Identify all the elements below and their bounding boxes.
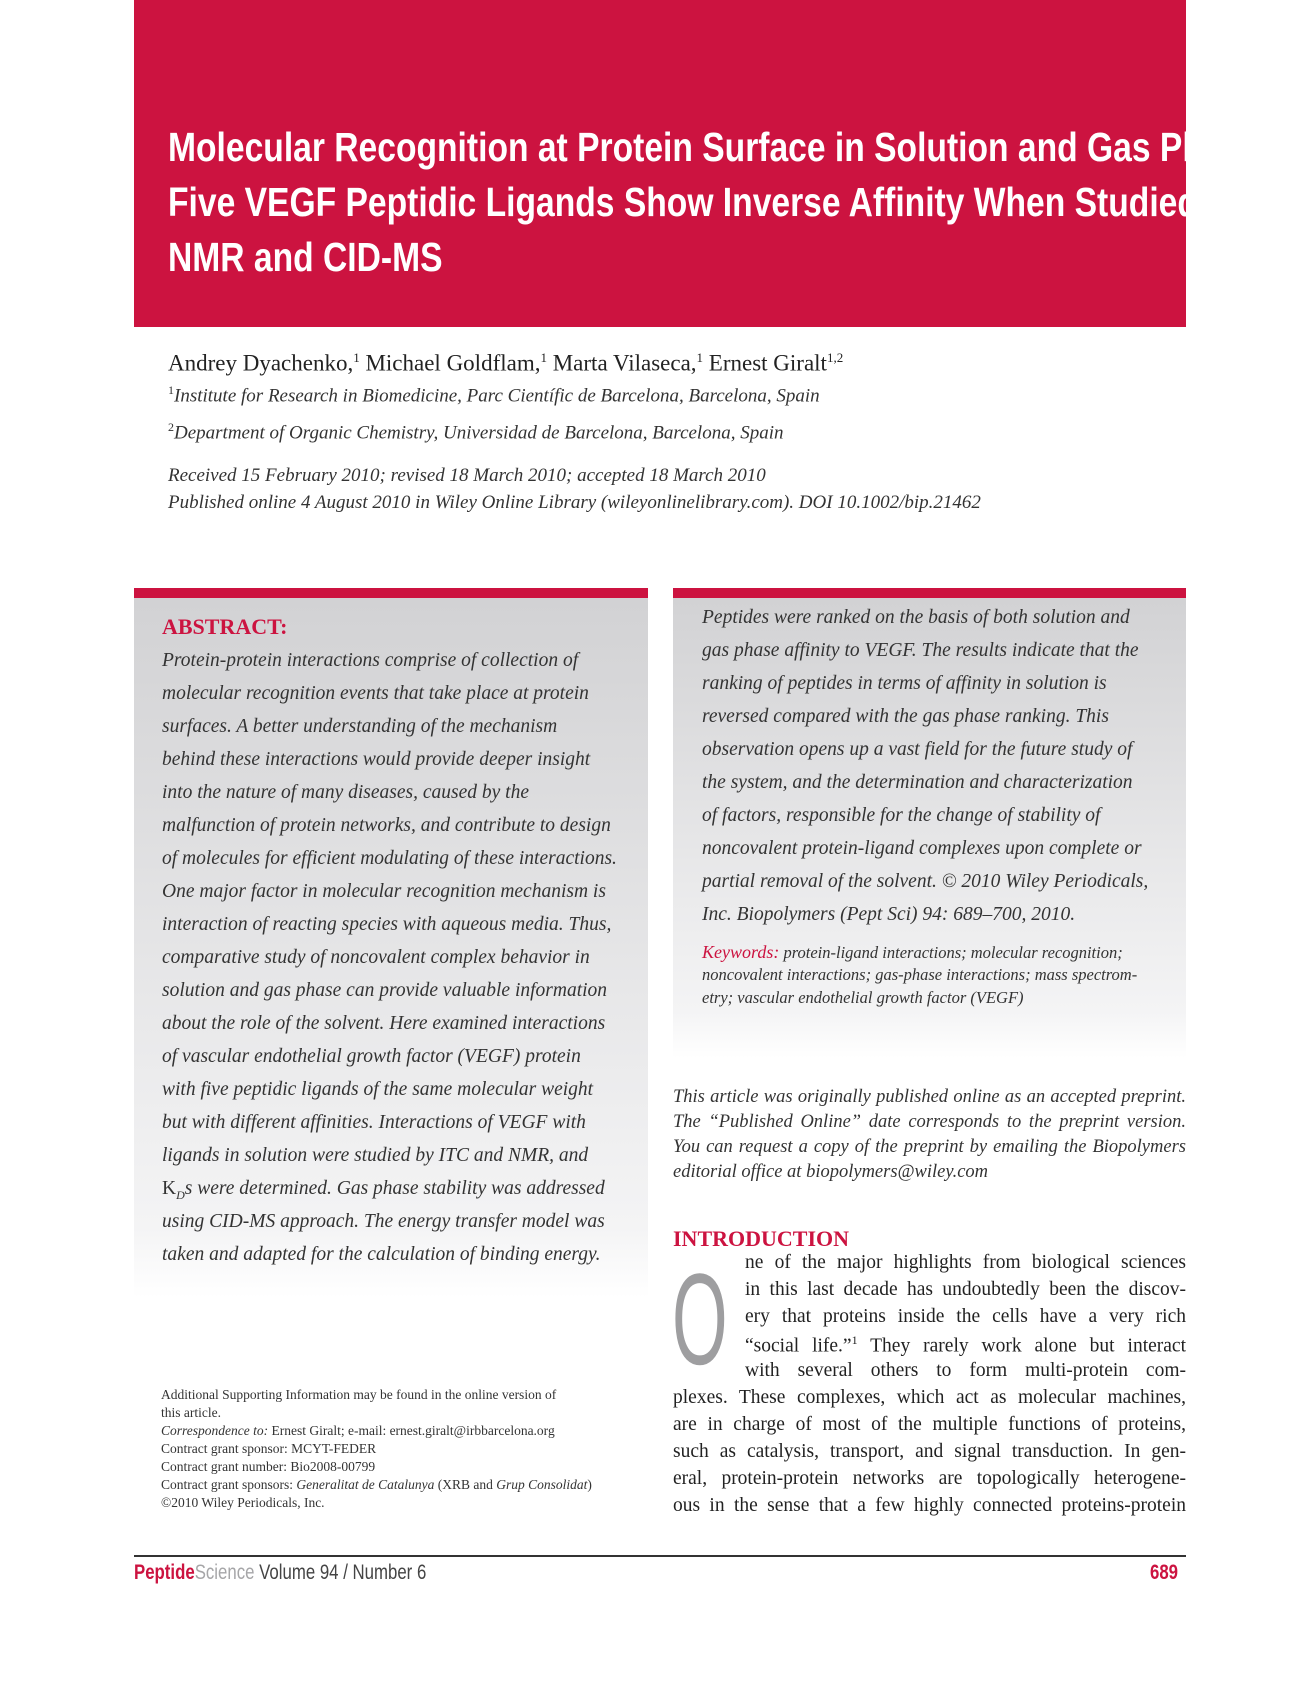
title-line: Five VEGF Peptidic Ligands Show Inverse Affinity When Studied by [168,179,1247,225]
affil-text: Institute for Research in Biomedicine, Parc Científic de Barcelona, Barcelona, Spain [174,385,820,407]
author-name: Marta Vilaseca, [546,350,697,376]
abstract-heading: ABSTRACT: [162,614,288,639]
abstract-line: ligands in solution were studied by ITC and NMR, and [162,1145,589,1166]
author-affil-sup: 1 [353,350,360,365]
abstract-line: noncovalent protein-ligand complexes upon complete or [702,838,1142,859]
volume-info: Volume 94 / Number 6 [254,1561,427,1584]
footnote-copyright: ©2010 Wiley Periodicals, Inc. [161,1495,325,1510]
author-affil-sup: 1 [696,350,704,365]
abstract-line: using CID-MS approach. The energy transfer model was [162,1211,605,1232]
abstract-line: solution and gas phase can provide valuable information [162,980,608,1001]
author-affil-sup: 1 [540,350,547,365]
sponsors-grup: Grup Consolidat [496,1477,588,1492]
introduction-heading: INTRODUCTION [673,1226,850,1251]
author-list [168,350,843,377]
abstract-line: of vascular endothelial growth factor (VEGF) protein [162,1046,581,1067]
abstract-line: observation opens up a vast field for the future study of [702,739,1133,760]
footnote-grant-number: Contract grant number: Bio2008-00799 [161,1459,376,1474]
keywords-line: noncovalent interactions; gas-phase interactions; mass spectrom- [702,965,1138,984]
abstract-line: Inc. Biopolymers (Pept Sci) 94: 689–700, 2010. [702,904,1076,925]
corr-text: Ernest Giralt; e-mail: ernest.giralt@irbbarcelona.org [268,1423,555,1438]
preprint-note: This article was originally published online as an accepted preprint. The “Published Online” date corresponds to the preprint version. You can request a copy of the preprint by emailing the Biopolymers editorial office at biopolymers@wiley.com [673,1087,1186,1182]
kd-subscript: D [176,1187,185,1202]
intro-line: in this last decade has undoubtedly been the discov- [745,1279,1186,1300]
abstract-line: partial removal of the solvent. © 2010 Wiley Periodicals, [702,871,1149,892]
journal-footer [134,1561,426,1585]
intro-line: plexes. These complexes, which act as molecular machines, [673,1387,1186,1408]
intro-text: They rarely work alone but interact [857,1335,1186,1357]
author-name: Ernest Giralt [703,350,827,376]
kd-symbol: K [162,1178,177,1199]
citation-sup: 1 [851,1333,858,1347]
sponsors-gen: Generalitat de Catalunya [296,1477,435,1492]
author-name: Andrey Dyachenko, [168,350,354,376]
intro-line [745,1333,1186,1358]
keywords-line: etry; vascular endothelial growth factor (VEGF) [702,988,1024,1007]
abstract-accent-bar [673,588,1186,598]
article-title [168,120,1271,285]
abstract-line: behind these interactions would provide deeper insight [162,749,591,770]
abstract-line: into the nature of many diseases, caused by the [162,782,529,803]
intro-text: “social life.” [745,1335,852,1357]
abstract-line: taken and adapted for the calculation of binding energy. [162,1244,601,1265]
journal-name-part2: Science [194,1561,255,1584]
sponsors-label: Contract grant sponsors: [161,1477,297,1492]
title-line: Molecular Recognition at Protein Surface in Solution and Gas Phase: [168,124,1271,170]
author-name: Michael Goldflam, [359,350,541,376]
intro-line: with several others to form multi-protein com- [745,1360,1186,1381]
keywords-line [702,942,1123,963]
abstract-text: s were determined. Gas phase stability was addressed [184,1178,605,1199]
title-line: NMR and CID-MS [168,234,443,280]
title-banner [134,0,1271,327]
footnote-sponsors [161,1477,592,1493]
received-dates: Received 15 February 2010; revised 18 March 2010; accepted 18 March 2010 [168,465,766,486]
intro-line: ery that proteins inside the cells have a very rich [745,1306,1186,1327]
footnote-supporting: Additional Supporting Information may be found in the online version of [161,1387,557,1402]
abstract-line: interaction of reacting species with aqueous media. Thus, [162,914,612,935]
abstract-line: ranking of peptides in terms of affinity in solution is [702,673,1107,694]
sponsors-end: ) [587,1477,592,1492]
intro-line: eral, protein-protein networks are topologically heterogene- [673,1468,1186,1489]
intro-line: ous in the sense that a few highly connected proteins-protein [673,1495,1186,1516]
abstract-line: but with different affinities. Interactions of VEGF with [162,1112,586,1133]
sponsors-mid: (XRB and [434,1477,497,1492]
affil-text: Department of Organic Chemistry, Universidad de Barcelona, Barcelona, Spain [174,422,784,444]
corr-label: Correspondence to: [161,1423,269,1438]
abstract-line: malfunction of protein networks, and contribute to design [162,815,611,836]
footnote-supporting: this article. [161,1405,221,1420]
footer-rule [134,1555,1186,1557]
abstract-line: of molecules for efficient modulating of these interactions. [162,848,617,869]
abstract-line: surfaces. A better understanding of the mechanism [162,716,558,737]
abstract-line: about the role of the solvent. Here examined interactions [162,1013,606,1034]
abstract-line: the system, and the determination and characterization [702,772,1133,793]
abstract-line: reversed compared with the gas phase ranking. This [702,706,1109,727]
keywords-text: protein-ligand interactions; molecular recognition; [779,943,1123,962]
intro-line: are in charge of most of the multiple functions of proteins, [673,1414,1186,1435]
abstract-line: Protein-protein interactions comprise of collection of [162,650,579,671]
abstract-line: molecular recognition events that take place at protein [162,683,589,704]
footnote-sponsor: Contract grant sponsor: MCYT-FEDER [161,1441,377,1456]
journal-name-part1: Peptide [134,1561,195,1584]
keywords-label: Keywords: [702,942,780,962]
abstract-line: comparative study of noncovalent complex behavior in [162,947,590,968]
page-number: 689 [1150,1561,1179,1584]
affil-sup: 1 [168,383,174,397]
published-online: Published online 4 August 2010 in Wiley Online Library (wileyonlinelibrary.com). DOI 10.1002/bip.21462 [168,492,981,513]
affiliation [168,383,820,407]
abstract-line [162,1178,605,1203]
author-affil-sup: 1,2 [826,350,844,365]
abstract-line: gas phase affinity to VEGF. The results indicate that the [702,640,1139,661]
affil-sup: 2 [168,420,174,434]
drop-cap: O [672,1246,728,1392]
abstract-line: One major factor in molecular recognition mechanism is [162,881,606,902]
abstract-line: with five peptidic ligands of the same molecular weight [162,1079,594,1100]
intro-line: such as catalysis, transport, and signal transduction. In gen- [673,1441,1186,1462]
footnote-correspondence [161,1423,555,1439]
abstract-line: of factors, responsible for the change of stability of [702,805,1101,826]
affiliation [168,420,784,444]
abstract-accent-bar [134,588,648,598]
abstract-line: Peptides were ranked on the basis of both solution and [702,607,1130,628]
intro-line: ne of the major highlights from biological sciences [745,1252,1186,1273]
